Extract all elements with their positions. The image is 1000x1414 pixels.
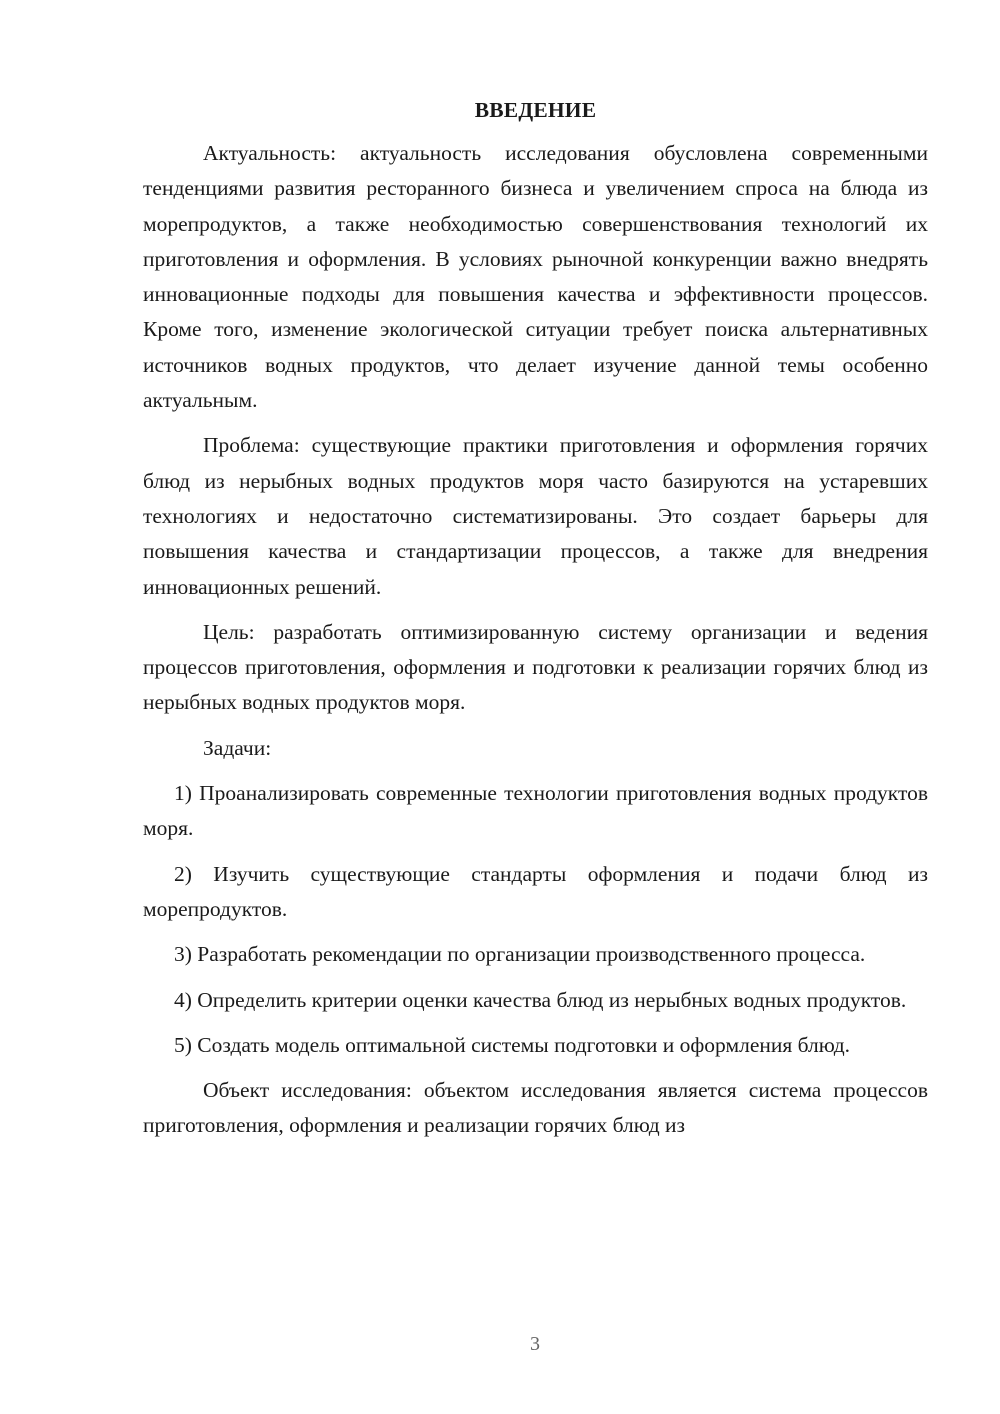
page-number: 3 [530,1333,540,1355]
page-title: ВВЕДЕНИЕ [474,98,597,122]
page-content [143,92,928,1154]
tasks-label: Задачи: [203,735,272,760]
task-item-2: 2) Изучить существующие стандарты оформления и подачи блюд из морепродуктов. [143,861,928,921]
paragraph-relevance: Актуальность: актуальность исследования обусловлена современными тенденциями развития ресторанного бизнеса и увеличением спроса на блюда из морепродуктов, а также необходимостью совершенствования технологий их приготовления и оформления. В условиях рыночной конкуренции важно внедрять инновационные подходы для повышения качества и эффективности процессов. Кроме того, изменение экологической ситуации требует поиска альтернативных источников водных продуктов, что делает изучение данной темы особенно актуальным. [143,141,928,413]
paragraph-goal: Цель: разработать оптимизированную систему организации и ведения процессов приготовления, оформления и подготовки к реализации горячих блюд из нерыбных водных продуктов моря. [143,619,928,715]
task-item-3: 3) Разработать рекомендации по организации производственного процесса. [174,942,866,967]
paragraph-problem: Проблема: существующие практики приготовления и оформления горячих блюд из нерыбных водных продуктов моря часто базируются на устаревших технологиях и недостаточно систематизированы. Это создает барьеры для повышения качества и стандартизации процессов, а также для внедрения инновационных решений. [143,433,928,599]
paragraph-object: Объект исследования: объектом исследования является система процессов приготовления, оформления и реализации горячих блюд из [143,1078,928,1138]
task-item-4: 4) Определить критерии оценки качества блюд из нерыбных водных продуктов. [174,987,907,1012]
task-item-5: 5) Создать модель оптимальной системы подготовки и оформления блюд. [174,1032,851,1057]
task-item-1: 1) Проанализировать современные технологии приготовления водных продуктов моря. [143,781,928,841]
